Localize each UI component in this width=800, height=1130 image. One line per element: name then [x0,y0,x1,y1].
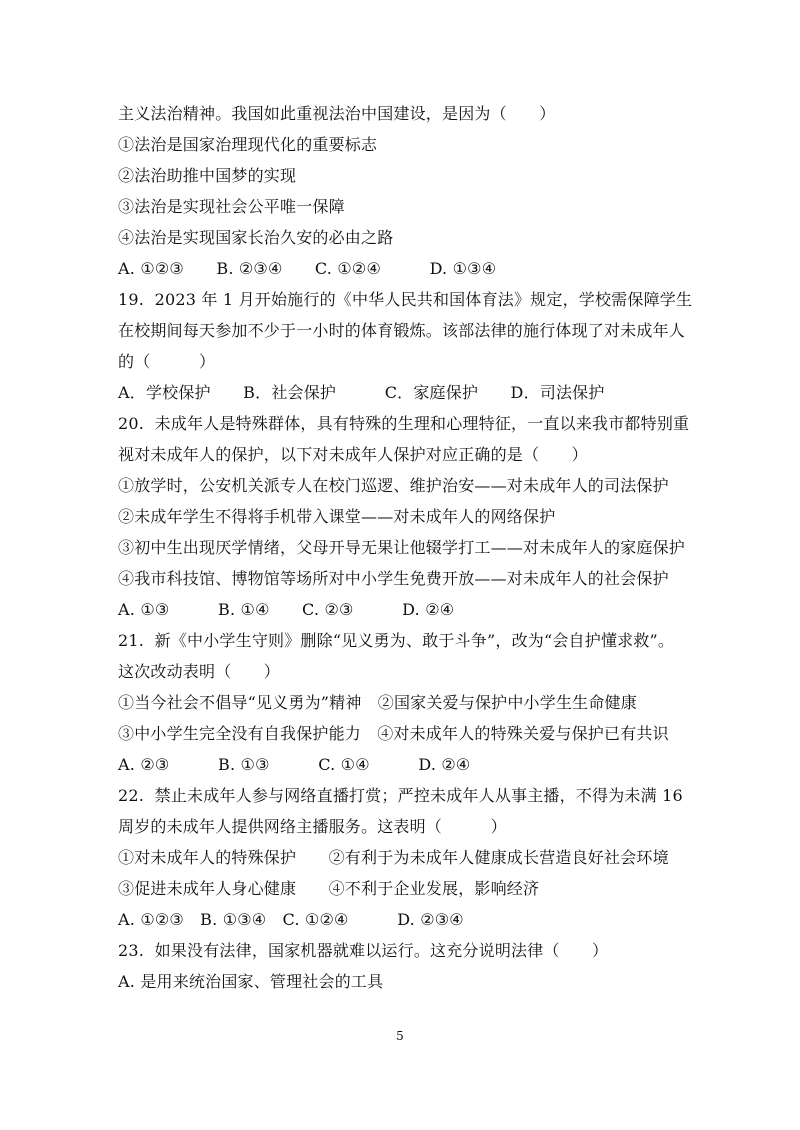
answer-options: A. 是用来统治国家、管理社会的工具 [118,972,384,991]
text-line: 主义法治精神。我国如此重视法治中国建设，是因为（ ） [118,104,556,123]
text-line: 这次改动表明（ ） [118,662,281,681]
question-19: 19. 2023 年 1 月开始施行的《中华人民共和国体育法》规定，学校需保障学生 [118,290,693,309]
answer-options: A．学校保护 B．社会保护 C．家庭保护 D．司法保护 [118,383,605,402]
text-line: ③促进未成年人身心健康 ④不利于企业发展，影响经济 [118,879,540,898]
text-line: ③初中生出现厌学情绪，父母开导无果让他辍学打工——对未成年人的家庭保护 [118,538,686,557]
document-page [118,98,693,997]
answer-options: A. ①③ B. ①④ C. ②③ D. ②④ [118,600,455,619]
text-line: ①法治是国家治理现代化的重要标志 [118,135,378,154]
text-line: ④我市科技馆、博物馆等场所对中小学生免费开放——对未成年人的社会保护 [118,569,669,588]
text-line: ②法治助推中国梦的实现 [118,166,297,185]
text-line: ①当今社会不倡导“见义勇为”精神 ②国家关爱与保护中小学生生命健康 [118,693,637,712]
question-20: 20. 未成年人是特殊群体，具有特殊的生理和心理特征，一直以来我市都特别重 [118,414,690,433]
text-line: ④法治是实现国家长治久安的必由之路 [118,228,394,247]
page-number: 5 [396,1029,404,1043]
text-line: 的（ ） [118,352,216,371]
question-23: 23. 如果没有法律，国家机器就难以运行。这充分说明法律（ ） [118,941,609,960]
answer-options: A. ②③ B. ①③ C. ①④ D. ②④ [118,755,471,774]
text-line: ①对未成年人的特殊保护 ②有利于为未成年人健康成长营造良好社会环境 [118,848,669,867]
text-line: 视对未成年人的保护，以下对未成年人保护对应正确的是（ ） [118,445,588,464]
text-line: 在校期间每天参加不少于一小时的体育锻炼。该部法律的施行体现了对未成年人 [118,321,686,340]
answer-options: A. ①②③ B. ②③④ C. ①②④ D. ①③④ [118,259,497,278]
question-22: 22. 禁止未成年人参与网络直播打赏；严控未成年人从事主播，不得为未满 16 [118,786,683,805]
text-line: ①放学时，公安机关派专人在校门巡逻、维护治安——对未成年人的司法保护 [118,476,669,495]
text-line: 周岁的未成年人提供网络主播服务。这表明（ ） [118,817,507,836]
answer-options: A. ①②③ B. ①③④ C. ①②④ D. ②③④ [118,910,464,929]
question-21: 21. 新《中小学生守则》删除“见义勇为、敢于斗争”，改为“会自护懂求救”。 [118,631,675,650]
text-line: ③法治是实现社会公平唯一保障 [118,197,345,216]
text-line: ②未成年学生不得将手机带入课堂——对未成年人的网络保护 [118,507,556,526]
text-line: ③中小学生完全没有自我保护能力 ④对未成年人的特殊关爱与保护已有共识 [118,724,669,743]
